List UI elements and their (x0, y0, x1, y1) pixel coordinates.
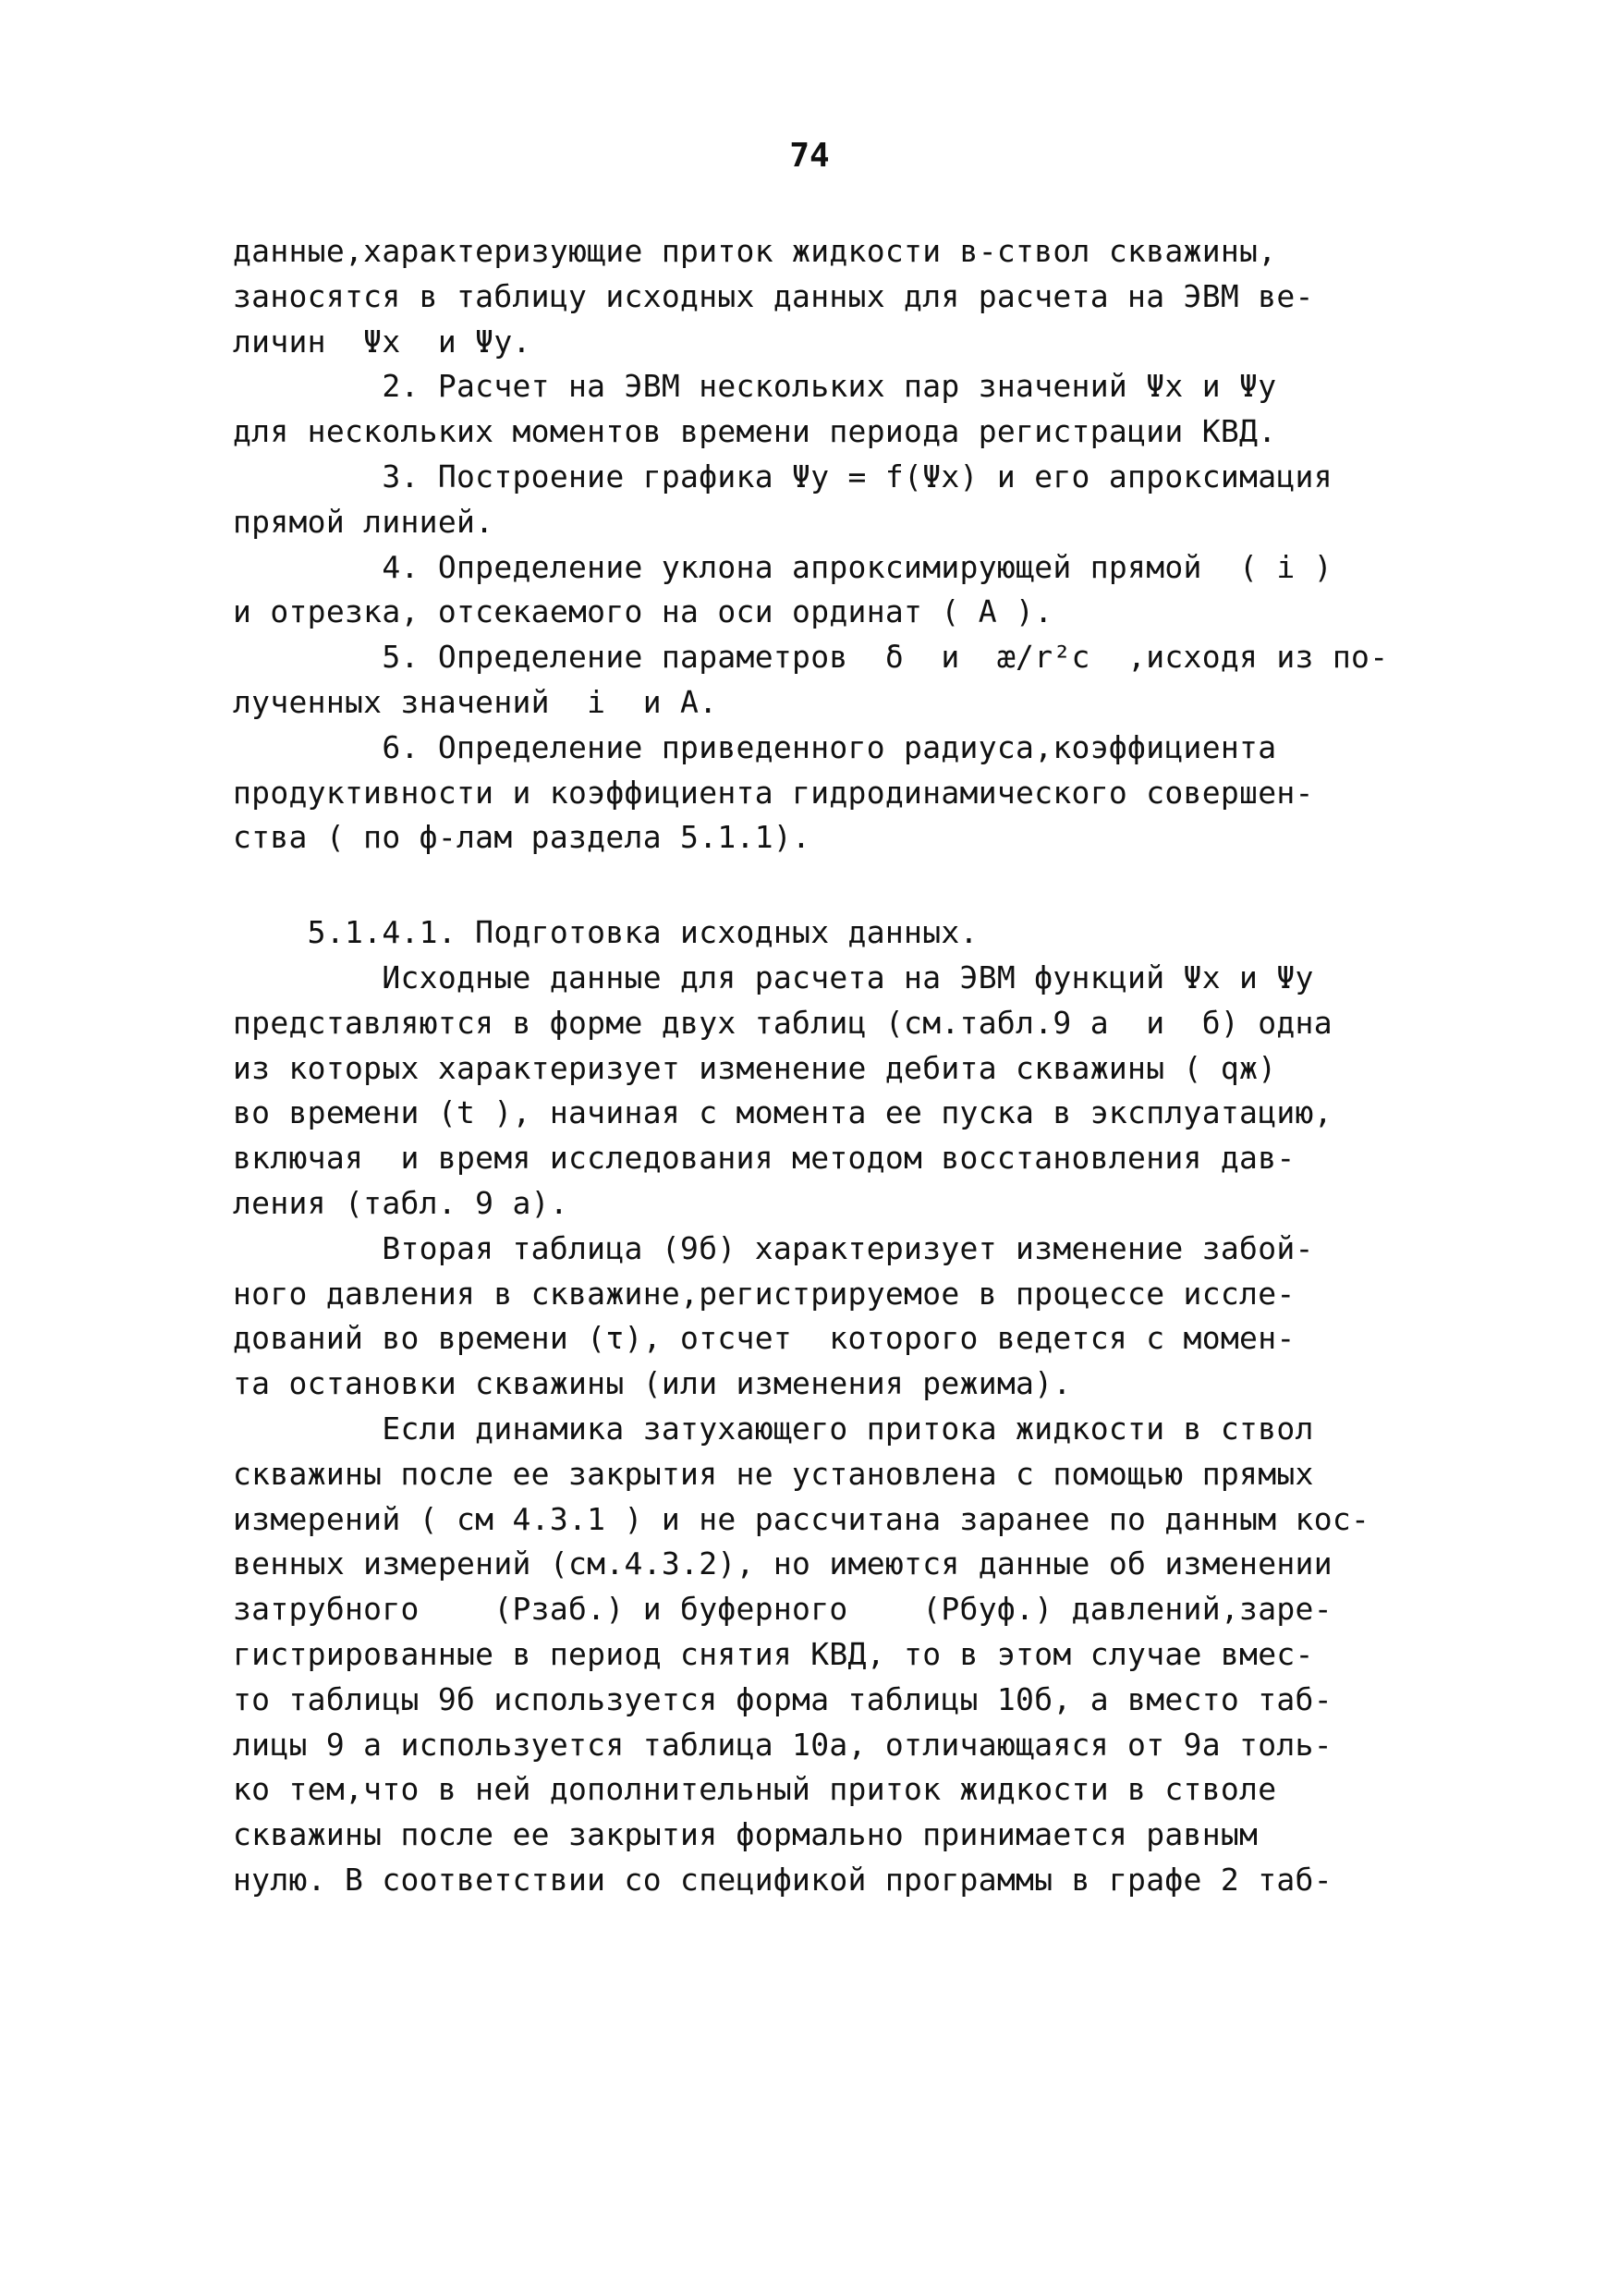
text-line: включая и время исследования методом восстановления дав- (233, 1140, 1296, 1177)
text-line: из которых характеризует изменение дебита скважины ( qж) (233, 1049, 1277, 1086)
text-line: ства ( по ф-лам раздела 5.1.1). (233, 819, 811, 856)
text-line: Вторая таблица (9б) характеризует изменение забой- (233, 1229, 1314, 1266)
text-line: заносятся в таблицу исходных данных для расчета на ЭВМ ве- (233, 277, 1314, 314)
page-number: 74 (789, 137, 830, 175)
text-line: продуктивности и коэффициента гидродинамического совершен- (233, 774, 1314, 811)
text-line: затрубного (Pзаб.) и буферного (Pбуф.) давлений,заре- (233, 1591, 1333, 1628)
text-line: ко тем,что в ней дополнительный приток жидкости в стволе (233, 1771, 1277, 1808)
text-line: дований во времени (τ), отсчет которого ведется с момен- (233, 1320, 1296, 1357)
text-line: для нескольких моментов времени периода регистрации КВД. (233, 413, 1277, 450)
text-line: представляются в форме двух таблиц (см.табл.9 а и б) одна (233, 1004, 1333, 1041)
text-line: то таблицы 9б используется форма таблицы 10б, а вместо таб- (233, 1680, 1333, 1717)
text-line: 3. Построение графика Ψy = f(Ψx) и его апроксимация (233, 458, 1333, 495)
text-line: лученных значений i и A. (233, 683, 718, 720)
text-line: прямой линией. (233, 503, 494, 540)
text-line: Если динамика затухающего притока жидкости в ствол (233, 1410, 1314, 1447)
blank-line (233, 861, 1425, 910)
text-line: 2. Расчет на ЭВМ нескольких пар значений Ψx и Ψy (233, 368, 1277, 405)
text-line: та остановки скважины (или изменения режима). (233, 1365, 1072, 1402)
text-line: ления (табл. 9 а). (233, 1184, 569, 1221)
text-line: 4. Определение уклона апроксимирующей прямой ( i ) (233, 548, 1333, 585)
text-line: скважины после ее закрытия не установлена с помощью прямых (233, 1455, 1314, 1492)
text-line: 5. Определение параметров δ и æ/r²c ,исходя из по- (233, 639, 1389, 676)
text-line: измерений ( см 4.3.1 ) и не рассчитана заранее по данным кос- (233, 1500, 1370, 1537)
text-line: Исходные данные для расчета на ЭВМ функций Ψx и Ψy (233, 959, 1314, 995)
text-line: гистрированные в период снятия КВД, то в этом случае вмес- (233, 1635, 1314, 1672)
text-line: личин Ψx и Ψy. (233, 323, 531, 360)
text-line: нулю. В соответствии со спецификой программы в графе 2 таб- (233, 1861, 1333, 1898)
document-body (233, 229, 1425, 1903)
text-line: 6. Определение приведенного радиуса,коэффициента (233, 728, 1277, 765)
text-line: во времени (t ), начиная с момента ее пуска в эксплуатацию, (233, 1094, 1333, 1131)
text-line: и отрезка, отсекаемого на оси ординат ( A ). (233, 593, 1053, 630)
text-line: венных измерений (см.4.3.2), но имеются данные об изменении (233, 1545, 1333, 1582)
text-line: ного давления в скважине,регистрируемое в процессе иссле- (233, 1275, 1296, 1312)
text-line: данные,характеризующие приток жидкости в-ствол скважины, (233, 233, 1277, 269)
section-heading: 5.1.4.1. Подготовка исходных данных. (233, 914, 979, 951)
text-line: лицы 9 а используется таблица 10а, отличающаяся от 9а толь- (233, 1726, 1333, 1763)
text-line: скважины после ее закрытия формально принимается равным (233, 1816, 1259, 1853)
